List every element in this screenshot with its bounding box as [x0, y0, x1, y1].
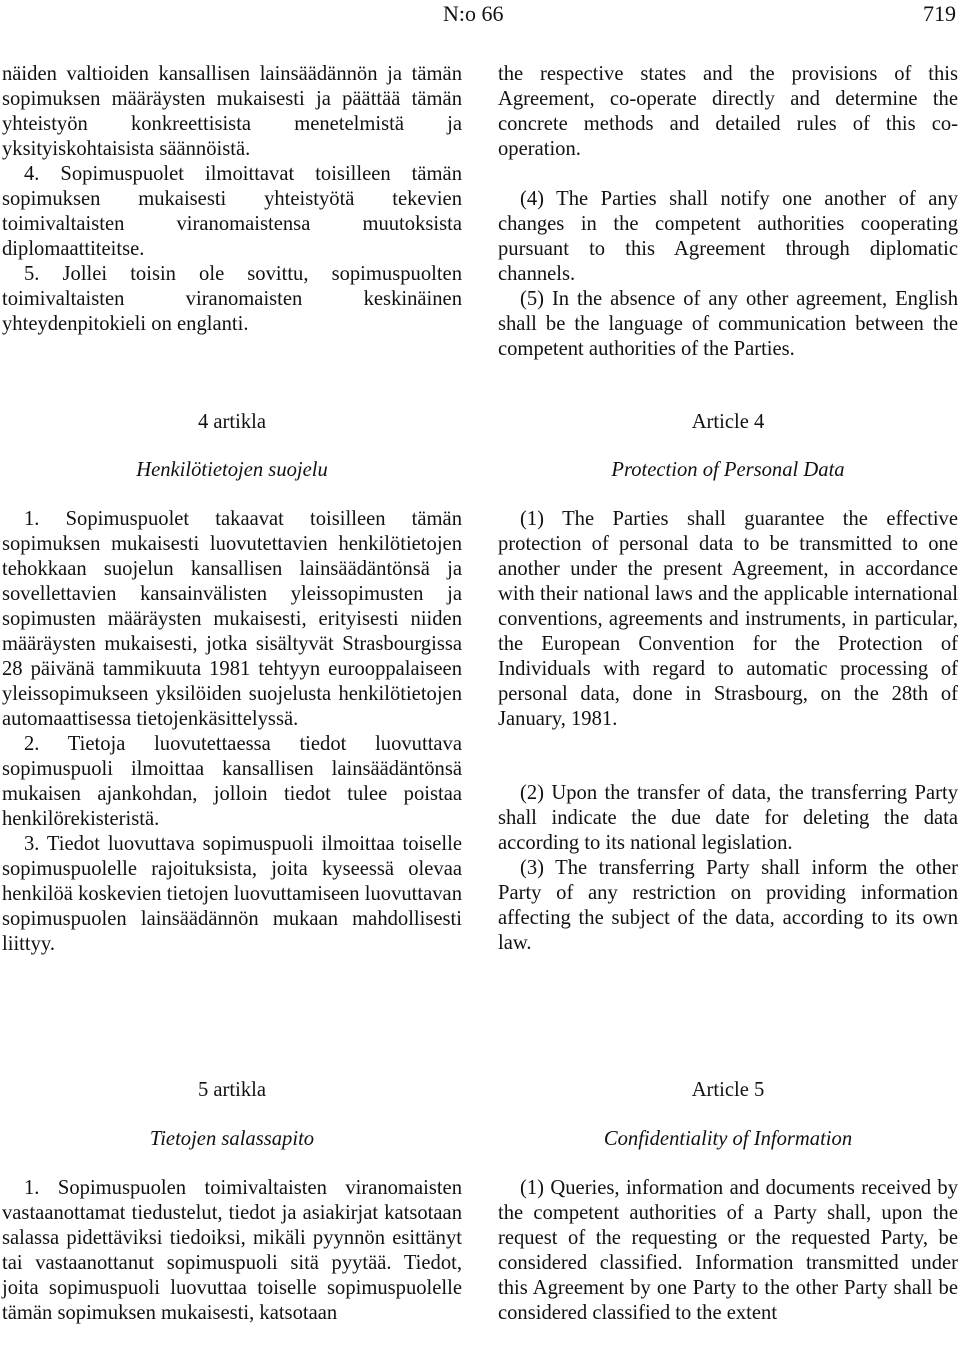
fi-article5-body: [2, 1176, 462, 1326]
fi-article5-heading: 5 artikla: [197, 1079, 267, 1101]
fi-paragraph-5: 5. Jollei toisin ole sovittu, sopimuspuolten toimivaltaisten viranomaisten keskinäinen yhteydenpitokieli on englanti.: [2, 263, 462, 335]
page-number: 719: [923, 1, 956, 26]
fi-article4-body: [2, 507, 462, 957]
en-article4-body-1: [498, 507, 958, 732]
en-article3-continuation: [498, 62, 958, 162]
fi-article4-paragraph-3: 3. Tiedot luovuttava sopimuspuoli ilmoittaa toiselle sopimuspuolelle rajoituksista, joita kyseessä olevaa henkilöä koskevien tietojen luovuttamiseen luovuttavan sopimuspuolen lainsäädännön mukaan mahdollisesti liittyy.: [2, 833, 462, 955]
en-article5-heading: Article 5: [691, 1079, 765, 1101]
en-paragraph-5: (5) In the absence of any other agreement, English shall be the language of communication between the competent authorities of the Parties.: [498, 288, 958, 360]
en-article4-paragraph-2: (2) Upon the transfer of data, the transferring Party shall indicate the due date for deleting the data according to its national legislation.: [498, 782, 958, 854]
en-article4-heading: Article 4: [691, 411, 765, 433]
fi-article4-heading: 4 artikla: [197, 411, 267, 433]
fi-article5-title: Tietojen salassapito: [149, 1128, 315, 1150]
en-article4-paragraph-3: (3) The transferring Party shall inform the other Party of any restriction on providing information affecting the subject of the data, according to its own law.: [498, 857, 958, 954]
fi-article3-continuation: [2, 62, 462, 337]
fi-article5-paragraph-1: 1. Sopimuspuolen toimivaltaisten viranomaisten vastaanottamat tiedustelut, tiedot ja asiakirjat katsotaan salassa pidettäviksi tiedoiksi, mikäli pyynnön esittänyt tai vastaanottanut sopimuspuoli sitä pyytää. Tiedot, joita sopimuspuoli luovuttaa toiselle sopimuspuolelle tämän sopimuksen mukaisesti, katsotaan: [2, 1177, 462, 1324]
en-article4-paragraph-1: (1) The Parties shall guarantee the effective protection of personal data to be transmitted to one another under the present Agreement, in accordance with their national laws and the applicable international conventions, agreements and instruments, in particular, the European Convention for the Protection of Individuals with regard to automatic processing of personal data, done in Strasbourg, on the 28th of January, 1981.: [498, 508, 958, 730]
fi-article4-paragraph-1: 1. Sopimuspuolet takaavat toisilleen tämän sopimuksen mukaisesti luovutettavien henkilötietojen tehokkaan suojelun kansallisen lainsäädäntönsä ja sovellettavien kansainvälisten yleissopimusten ja sopimusten määräysten mukaisesti, erityisesti niiden määräysten mukaisesti, jotka sisältyvät Strasbourgissa 28 päivänä tammikuuta 1981 tehtyyn eurooppalaiseen yleissopimukseen yksilöiden suojelusta henkilötietojen automaattisessa tietojenkäsittelyssä.: [2, 508, 462, 730]
en-paragraph-4: (4) The Parties shall notify one another of any changes in the competent authorities cooperating pursuant to this Agreement through diplomatic channels.: [498, 188, 958, 285]
fi-intro-paragraph: näiden valtioiden kansallisen lainsäädännön ja tämän sopimuksen määräysten mukaisesti ja päättää tämän yhteistyön konkreettisista menetelmistä ja yksityiskohtaisista säännöistä.: [2, 63, 462, 160]
page-header: [0, 0, 960, 30]
en-article4-body-2: [498, 781, 958, 956]
en-article5-title: Confidentiality of Information: [603, 1128, 853, 1150]
fi-article4-title: Henkilötietojen suojelu: [136, 459, 328, 481]
en-article3-paragraphs: [498, 187, 958, 362]
en-article4-title: Protection of Personal Data: [611, 459, 845, 481]
issue-number: N:o 66: [443, 1, 504, 26]
en-intro-paragraph: the respective states and the provisions of this Agreement, co-operate directly and determine the concrete methods and detailed rules of this co-operation.: [498, 63, 958, 160]
fi-article4-paragraph-2: 2. Tietoja luovutettaessa tiedot luovuttava sopimuspuoli ilmoittaa kansallisen lainsäädäntönsä mukaisen ajankohdan, jolloin tiedot tulee poistaa henkilörekisteristä.: [2, 733, 462, 830]
en-article5-body: [498, 1176, 958, 1326]
en-article5-paragraph-1: (1) Queries, information and documents received by the competent authorities of a Party shall, upon the request of the requesting or the requested Party, be considered classified. Information transmitted under this Agreement by one Party to the other Party shall be considered classified to the extent: [498, 1177, 958, 1324]
fi-paragraph-4: 4. Sopimuspuolet ilmoittavat toisilleen tämän sopimuksen mukaisesti yhteistyötä tekevien toimivaltaisten viranomaistensa muutoksista diplomaattiteitse.: [2, 163, 462, 260]
